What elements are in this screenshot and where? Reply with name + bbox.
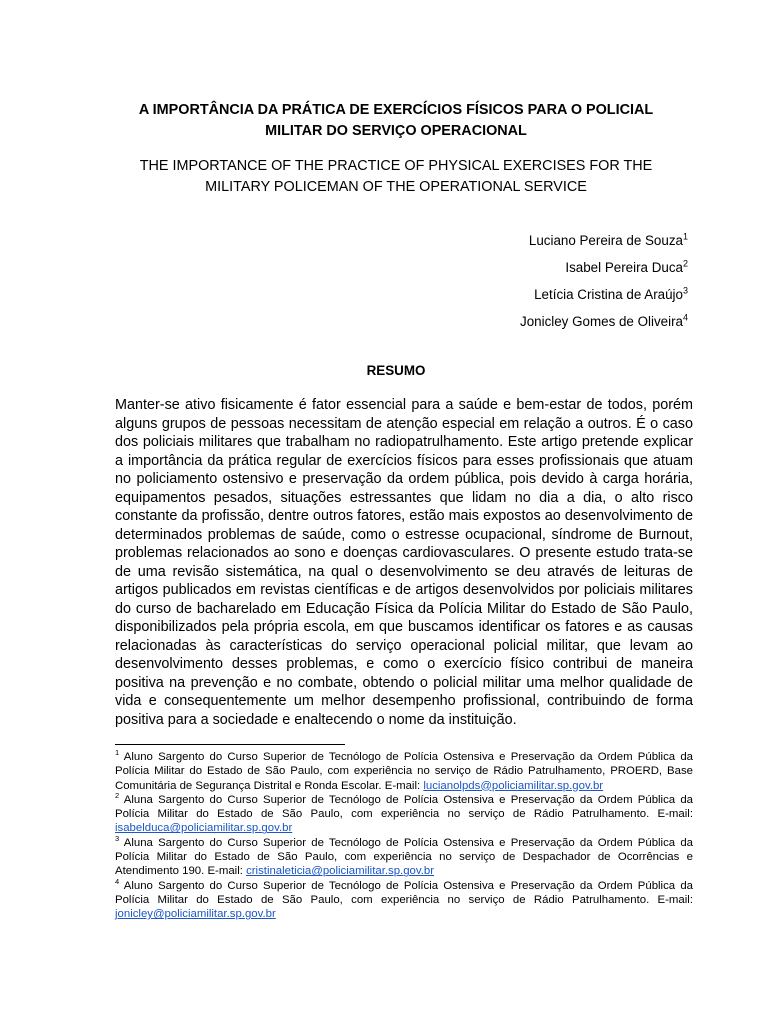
author (520, 312, 688, 339)
title-en-line-2: MILITARY POLICEMAN OF THE OPERATIONAL SERVICE (205, 179, 587, 195)
footnote-mark: 1 (115, 748, 120, 758)
author-name: Isabel Pereira Duca (565, 260, 683, 275)
footnotes (115, 750, 693, 922)
footnote-text: Aluna Sargento do Curso Superior de Tecnólogo de Polícia Ostensiva e Preservação da Ordem Pública da Polícia Militar do Estado de São Paulo, com experiência no serviço de Despachador de Ocorrências e Atendimento 190. E-mail: (115, 836, 693, 878)
footnote-separator (115, 744, 345, 745)
author (520, 231, 688, 258)
author-footnote-mark: 4 (682, 312, 688, 323)
abstract-heading: RESUMO (366, 363, 426, 378)
author-name: Jonicley Gomes de Oliveira (520, 314, 683, 329)
email-link[interactable]: cristinaleticia@policiamilitar.sp.gov.br (246, 865, 435, 878)
author (520, 258, 688, 285)
title-pt-line-1: A IMPORTÂNCIA DA PRÁTICA DE EXERCÍCIOS FÍSICOS PARA O POLICIAL (138, 102, 654, 118)
footnote-mark: 2 (115, 791, 120, 801)
author (520, 285, 688, 312)
author-footnote-mark: 1 (682, 231, 688, 242)
author-footnote-mark: 2 (682, 258, 688, 269)
author-footnote-mark: 3 (682, 285, 688, 296)
footnote (115, 750, 693, 793)
title-pt-line-2: MILITAR DO SERVIÇO OPERACIONAL (265, 123, 527, 139)
footnote (115, 793, 693, 836)
author-name: Luciano Pereira de Souza (528, 233, 683, 248)
email-link[interactable]: lucianolpds@policiamilitar.sp.gov.br (423, 779, 604, 792)
footnote-text: Aluna Sargento do Curso Superior de Tecnólogo de Polícia Ostensiva e Preservação da Ordem Pública da Polícia Militar do Estado de São Paulo, com experiência no serviço de Rádio Patrulhamento. E-mail: (115, 793, 693, 821)
title-english (100, 156, 692, 198)
footnote (115, 833, 693, 879)
title-portuguese (100, 100, 692, 142)
author-list (520, 231, 688, 339)
footnote-text: Aluno Sargento do Curso Superior de Tecnólogo de Polícia Ostensiva e Preservação da Ordem Pública da Polícia Militar do Estado de São Paulo, com experiência no serviço de Rádio Patrulhamento, PROERD, Base Comunitária de Segurança Distrital e Ronda Escolar. E-mail: (115, 751, 693, 792)
footnote-text: Aluno Sargento do Curso Superior de Tecnólogo de Polícia Ostensiva e Preservação da Ordem Pública da Polícia Militar do Estado de São Paulo, com experiência no serviço de Rádio Patrulhamento. E-mail: (115, 879, 693, 906)
email-link[interactable]: isabelduca@policiamilitar.sp.gov.br (115, 822, 293, 835)
footnote (115, 876, 693, 922)
email-link[interactable]: jonicley@policiamilitar.sp.gov.br (115, 908, 276, 921)
author-name: Letícia Cristina de Araújo (534, 287, 683, 302)
footnote-mark: 3 (115, 833, 120, 843)
footnote-mark: 4 (115, 876, 120, 886)
title-en-line-1: THE IMPORTANCE OF THE PRACTICE OF PHYSICAL EXERCISES FOR THE (139, 158, 653, 174)
abstract-body: Manter-se ativo fisicamente é fator essencial para a saúde e bem-estar de todos, porém alguns grupos de pessoas necessitam de atenção especial em relação a outros. É o caso dos policiais militares que trabalham no radiopatrulhamento. Este artigo pretende explicar a importância da prática regular de exercícios físicos para esses profissionais que atuam no policiamento ostensivo e preservação da ordem pública, pois devido à carga horária, equipamentos pesados, situações estressantes que lidam no dia a dia, o alto risco constante da profissão, dentre outros fatores, estão mais expostos ao desenvolvimento de determinados problemas de saúde, como o estresse ocupacional, síndrome de Burnout, problemas relacionados ao sono e doenças cardiovasculares. O presente estudo trata-se de uma revisão sistemática, na qual o desenvolvimento se deu através de leituras de artigos publicados em revistas científicas e de artigos desenvolvidos por policiais militares do curso de bacharelado em Educação Física da Polícia Militar do Estado de São Paulo, disponibilizados pela própria escola, em que buscamos identificar os fatores e as causas relacionadas às características do serviço operacional policial militar, que levam ao desenvolvimento desses problemas, e como o exercício físico contribui de maneira positiva na prevenção e no combate, obtendo o policial militar uma melhor qualidade de vida e consequentemente um melhor desempenho profissional, contribuindo de forma positiva para a sociedade e enaltecendo o nome da instituição. (115, 397, 693, 728)
